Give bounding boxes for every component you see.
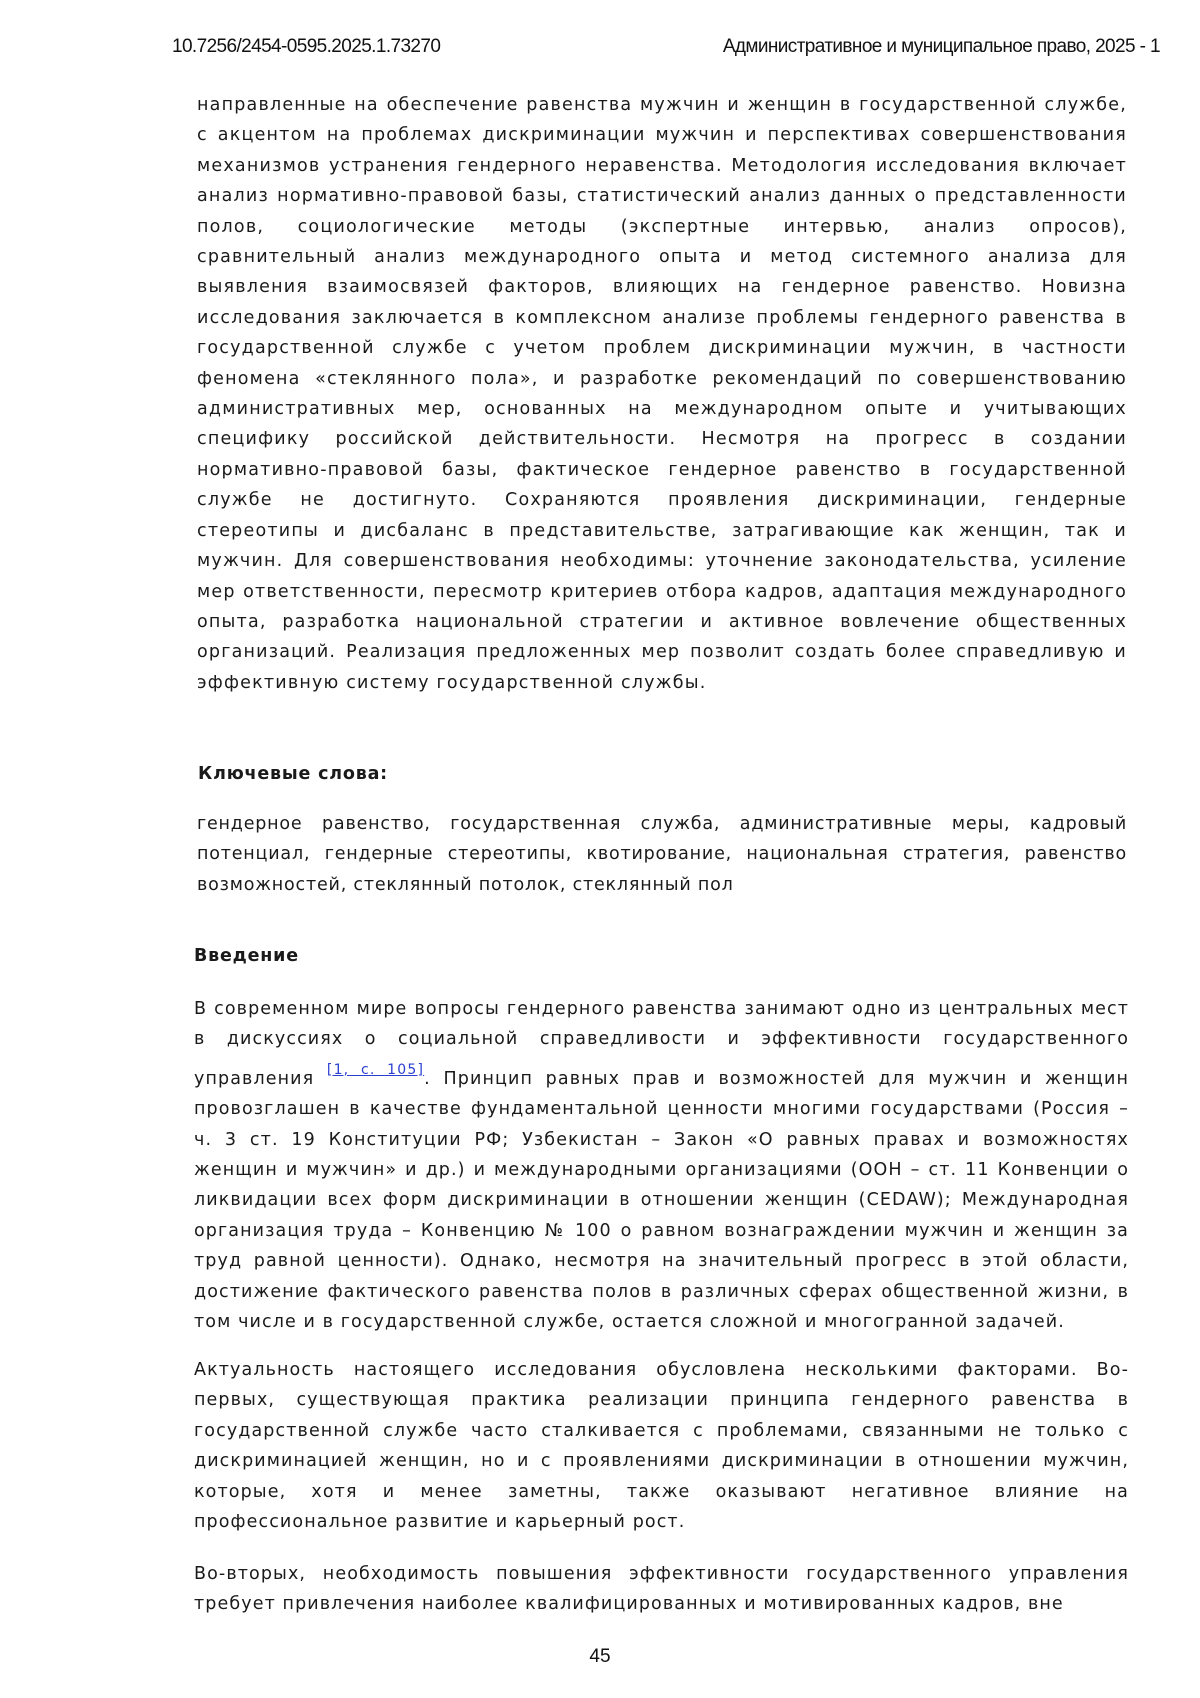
paragraph-text-before-ref: В современном мире вопросы гендерного равенства занимают одно из центральных мест в дискуссиях о социальной справедливости и эффективности государственного управления: [194, 999, 1129, 1089]
introduction-paragraph-2: Актуальность настоящего исследования обусловлена несколькими факторами. Во-первых, существующая практика реализации принципа гендерного равенства в государственной службе часто сталкивается с проблемами, связанными не только с дискриминацией женщин, но и с проявлениями дискриминации в отношении мужчин, которые, хотя и менее заметны, также оказывают негативное влияние на профессиональное развитие и карьерный рост.: [194, 1360, 1129, 1533]
paragraph-text-after-ref: . Принцип равных прав и возможностей для мужчин и женщин провозглашен в качестве фундаментальной ценности многими государствами (Россия – ч. 3 ст. 19 Конституции РФ; Узбекистан – Закон «О равных правах и возможностях женщин и мужчин» и др.) и международными организациями (ООН – ст. 11 Конвенции о ликвидации всех форм дискриминации в отношении женщин (CEDAW); Международная организация труда – Конвенцию № 100 о равном вознаграждении мужчин и женщин за труд равной ценности). Однако, несмотря на значительный прогресс в этой области, достижение фактического равенства полов в различных сферах общественной жизни, в том числе и в государственной службе, остается сложной и многогранной задачей.: [194, 1068, 1129, 1333]
doi-header: 10.7256/2454-0595.2025.1.73270: [172, 36, 441, 57]
page-number: 45: [589, 1646, 611, 1667]
introduction-paragraph-3: Во-вторых, необходимость повышения эффективности государственного управления требует привлечения наиболее квалифицированных и мотивированных кадров, вне: [194, 1564, 1129, 1615]
keywords-heading: Ключевые слова:: [198, 764, 388, 784]
journal-header: Административное и муниципальное право, 2025 - 1: [722, 36, 1160, 57]
citation-link[interactable]: [1, с. 105]: [326, 1061, 425, 1078]
abstract-text: направленные на обеспечение равенства мужчин и женщин в государственной службе, с акцентом на проблемах дискриминации мужчин и перспективах совершенствования механизмов устранения гендерного неравенства. Методология исследования включает анализ нормативно-правовой базы, статистический анализ данных о представленности полов, социологические методы (экспертные интервью, анализ опросов), сравнительный анализ международного опыта и метод системного анализа для выявления взаимосвязей факторов, влияющих на гендерное равенство. Новизна исследования заключается в комплексном анализе проблемы гендерного равенства в государственной службе с учетом проблем дискриминации мужчин, в частности феномена «стеклянного пола», и разработке рекомендаций по совершенствованию административных мер, основанных на международном опыте и учитывающих специфику российской действительности. Несмотря на прогресс в создании нормативно-правовой базы, фактическое гендерное равенство в государственной службе не достигнуто. Сохраняются проявления дискриминации, гендерные стереотипы и дисбаланс в представительстве, затрагивающие как женщин, так и мужчин. Для совершенствования необходимы: уточнение законодательства, усиление мер ответственности, пересмотр критериев отбора кадров, адаптация международного опыта, разработка национальной стратегии и активное вовлечение общественных организаций. Реализация предложенных мер позволит создать более справедливую и эффективную систему государственной службы.: [197, 95, 1127, 693]
introduction-heading: Введение: [194, 946, 299, 966]
keywords-text: гендерное равенство, государственная служба, административные меры, кадровый потенциал, гендерные стереотипы, квотирование, национальная стратегия, равенство возможностей, стеклянный потолок, стеклянный пол: [197, 814, 1127, 895]
introduction-paragraph-1: [194, 994, 1129, 1337]
